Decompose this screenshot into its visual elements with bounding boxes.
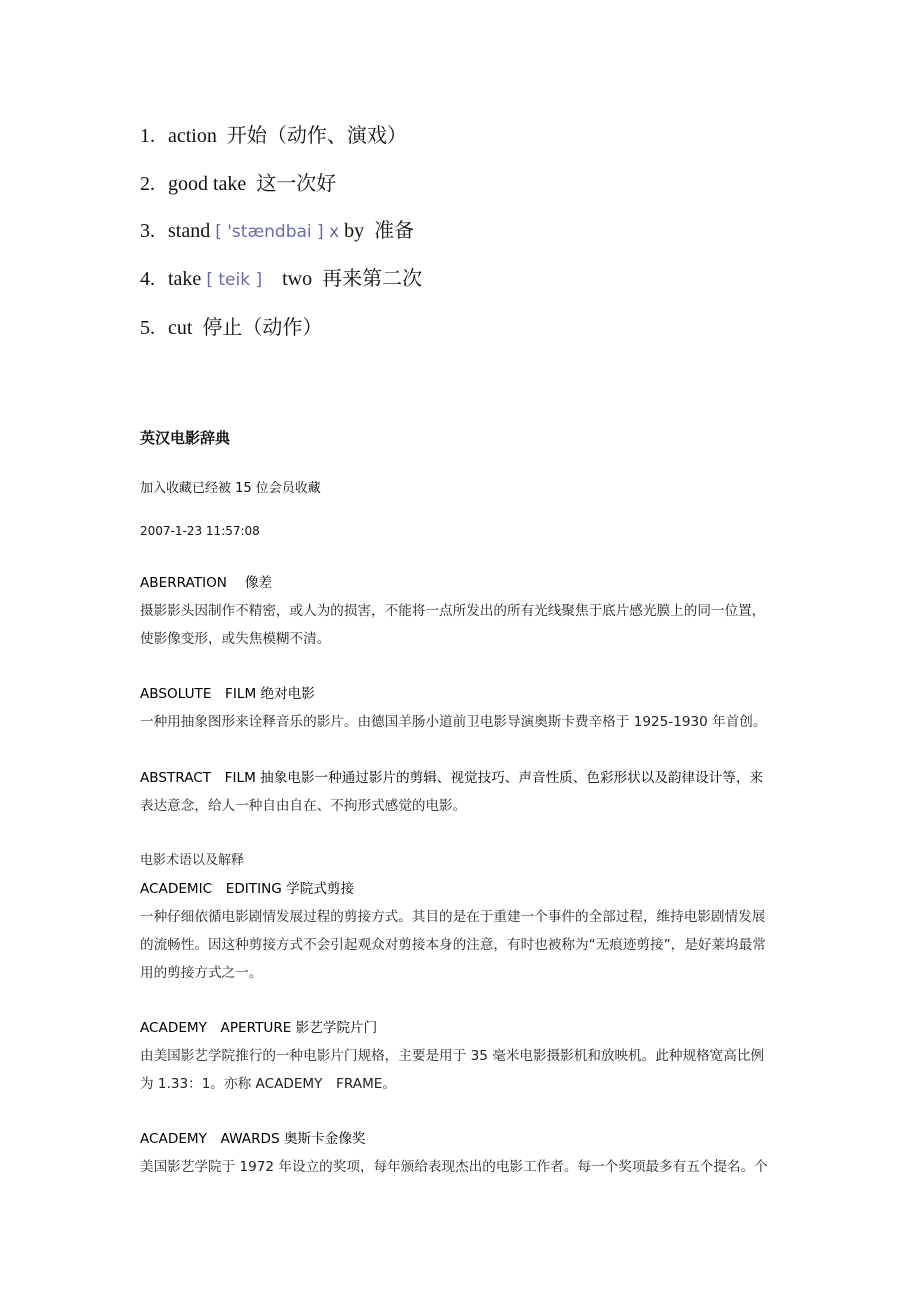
item-english: cut — [168, 317, 193, 339]
item-number: 1. — [140, 125, 155, 147]
list-item — [140, 174, 336, 194]
entry-line: 一种用抽象图形来诠释音乐的影片。由德国羊肠小道前卫电影导演奥斯卡费辛格于 1925-1930 年首创。 — [140, 714, 767, 730]
item-english-extra: by — [344, 220, 365, 242]
entry-term: ABSTRACT FILM 抽象电影一种通过影片的剪辑、视觉技巧、声音性质、色彩形状以及韵律设计等，来 — [140, 770, 764, 786]
entry-term: ACADEMY APERTURE 影艺学院片门 — [140, 1020, 378, 1036]
item-number: 2. — [140, 173, 155, 195]
item-english: good take — [168, 173, 247, 195]
entry-term: ABSOLUTE FILM 绝对电影 — [140, 686, 315, 702]
list-item — [140, 269, 422, 290]
item-english: action — [168, 125, 217, 147]
entry-line: 的流畅性。因这种剪接方式不会引起观众对剪接本身的注意，有时也被称为“无痕迹剪接”，是好莱坞最常 — [140, 937, 766, 953]
entry-term: ABERRATION 像差 — [140, 575, 273, 591]
section-subtitle: 电影术语以及解释 — [140, 853, 245, 868]
item-chinese: 准备 — [374, 220, 415, 242]
entry-line: 美国影艺学院于 1972 年设立的奖项，每年颁给表现杰出的电影工作者。每一个奖项最多有五个提名。个 — [140, 1159, 768, 1175]
post-date: 2007-1-23 11:57:08 — [140, 524, 260, 538]
list-item — [140, 318, 322, 338]
item-pronunciation: [ 'stændbai ] x — [215, 222, 340, 242]
list-item — [140, 126, 407, 146]
item-chinese: 开始（动作、演戏） — [226, 125, 407, 147]
item-chinese: 停止（动作） — [202, 317, 323, 339]
item-english: take — [168, 268, 202, 290]
favorites-count: 加入收藏已经被 15 位会员收藏 — [140, 481, 321, 496]
item-number: 3. — [140, 220, 155, 242]
entry-line: 摄影影头因制作不精密，或人为的损害，不能将一点所发出的所有光线聚焦于底片感光膜上的同一位置， — [140, 603, 766, 619]
entry-line: 用的剪接方式之一。 — [140, 965, 263, 981]
item-number: 4. — [140, 268, 155, 290]
entry-line: 使影像变形，或失焦模糊不清。 — [140, 631, 331, 647]
item-chinese: 这一次好 — [256, 173, 337, 195]
entry-line: 为 1.33：1。亦称 ACADEMY FRAME。 — [140, 1076, 396, 1092]
list-item — [140, 221, 414, 242]
entry-term: ACADEMIC EDITING 学院式剪接 — [140, 881, 355, 897]
entry-line: 一种仔细依循电影剧情发展过程的剪接方式。其目的是在于重建一个事件的全部过程，维持电影剧情发展 — [140, 909, 766, 925]
section-heading: 英汉电影辞典 — [140, 429, 231, 447]
item-english-extra: two — [282, 268, 313, 290]
item-number: 5. — [140, 317, 155, 339]
item-pronunciation: [ teik ] — [206, 270, 263, 290]
entry-term: ACADEMY AWARDS 奥斯卡金像奖 — [140, 1131, 366, 1147]
entry-line: 表达意念，给人一种自由自在、不拘形式感觉的电影。 — [140, 798, 467, 814]
entry-line: 由美国影艺学院推行的一种电影片门规格，主要是用于 35 毫米电影摄影机和放映机。此种规格宽高比例 — [140, 1048, 765, 1064]
item-chinese: 再来第二次 — [322, 268, 423, 290]
item-english: stand — [168, 220, 211, 242]
